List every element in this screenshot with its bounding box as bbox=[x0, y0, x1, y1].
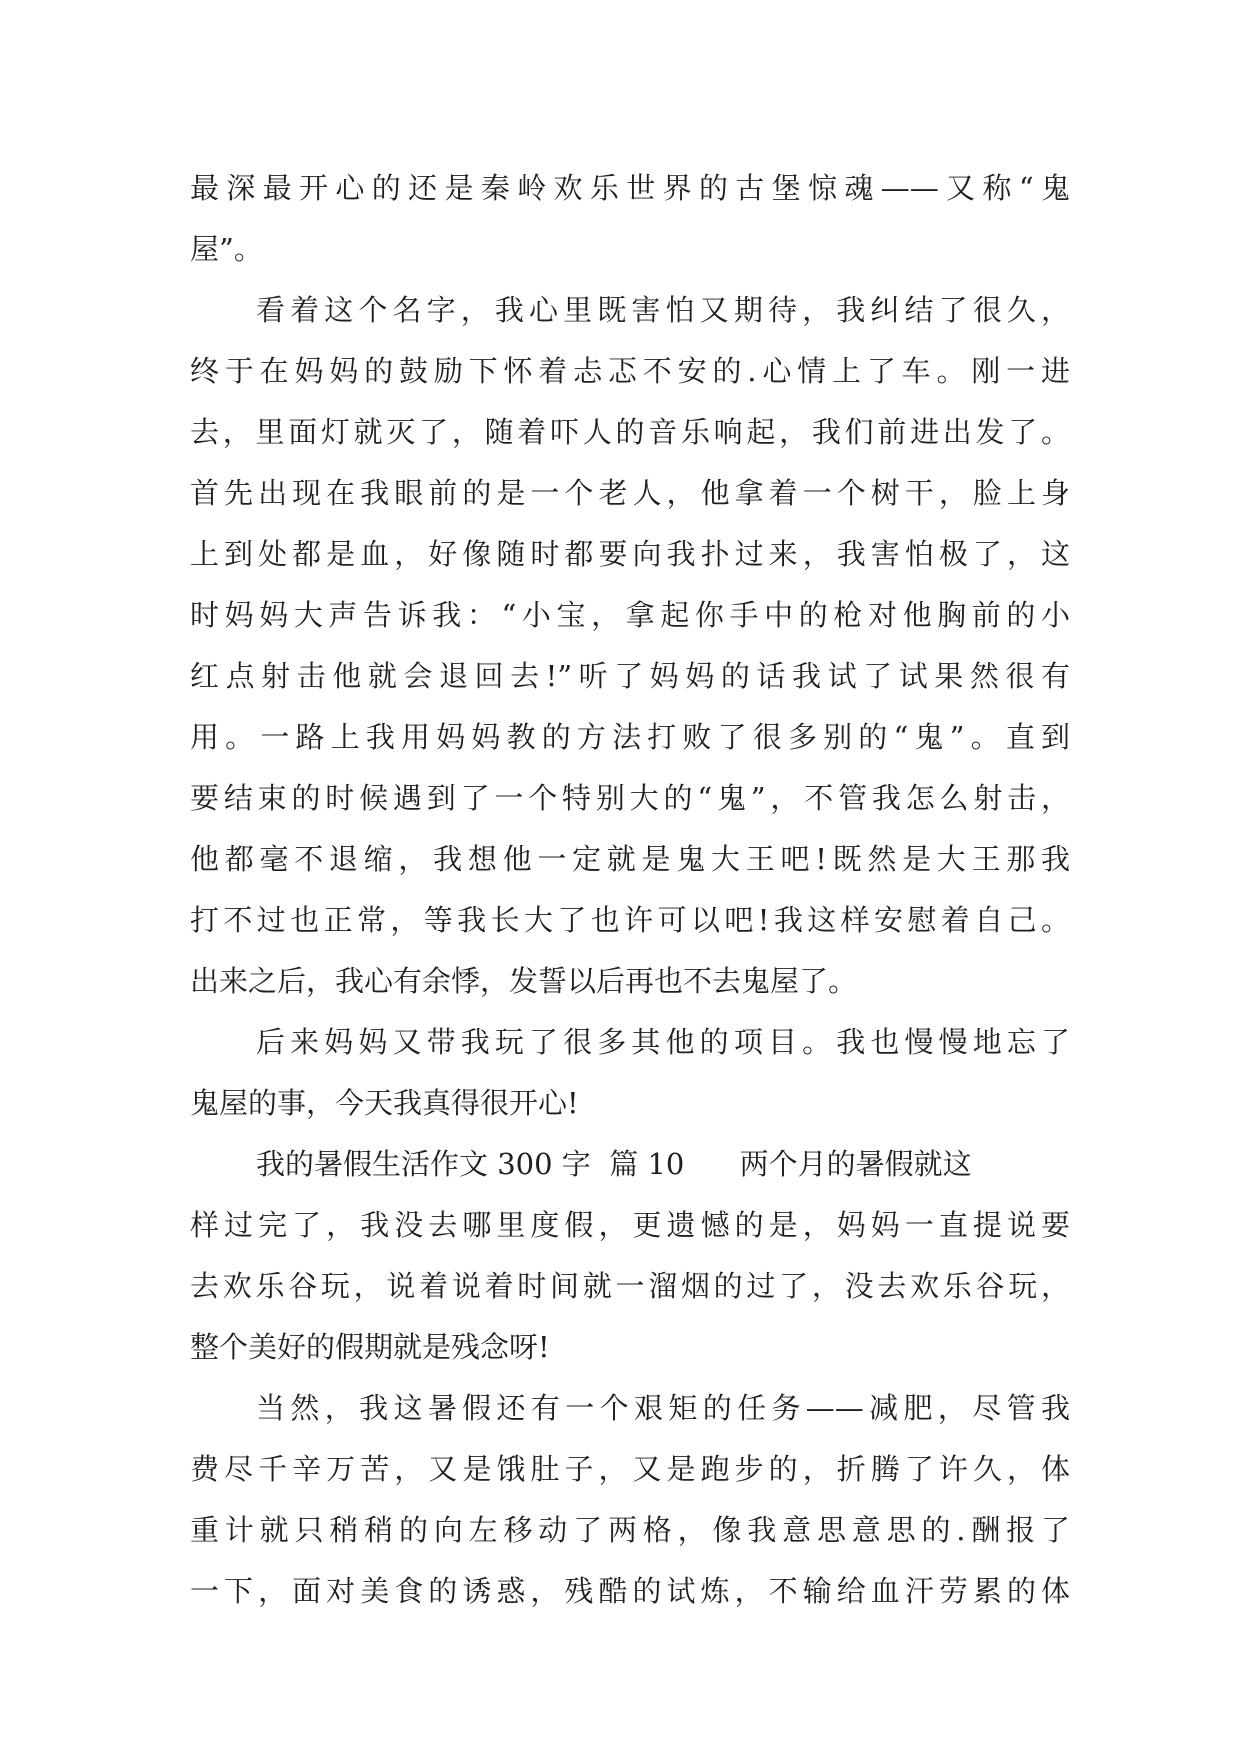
text-line: 首先出现在我眼前的是一个老人，他拿着一个树干，脸上身 bbox=[190, 476, 1070, 510]
section-heading-line: 我的暑假生活作文 300 字 篇 10 两个月的暑假就这 bbox=[256, 1147, 972, 1181]
text-line: 时妈妈大声告诉我：“小宝，拿起你手中的枪对他胸前的小 bbox=[190, 598, 1070, 632]
text-line: 去欢乐谷玩，说着说着时间就一溜烟的过了，没去欢乐谷玩， bbox=[190, 1269, 1070, 1303]
text-line: 要结束的时候遇到了一个特别大的“鬼”，不管我怎么射击， bbox=[190, 781, 1070, 815]
text-line: 他都毫不退缩，我想他一定就是鬼大王吧!既然是大王那我 bbox=[190, 842, 1070, 876]
text-line: 整个美好的假期就是残念呀! bbox=[190, 1330, 550, 1364]
text-line: 用。一路上我用妈妈教的方法打败了很多别的“鬼”。直到 bbox=[190, 720, 1070, 754]
text-line: 打不过也正常，等我长大了也许可以吧!我这样安慰着自己。 bbox=[190, 903, 1070, 937]
text-line: 费尽千辛万苦，又是饿肚子，又是跑步的，折腾了许久，体 bbox=[190, 1452, 1070, 1486]
text-line: 屋”。 bbox=[190, 232, 263, 266]
paragraph-first-line: 当然，我这暑假还有一个艰矩的任务——减肥，尽管我 bbox=[256, 1391, 1070, 1425]
text-line: 鬼屋的事，今天我真得很开心! bbox=[190, 1086, 579, 1120]
text-line: 红点射击他就会退回去!”听了妈妈的话我试了试果然很有 bbox=[190, 659, 1070, 693]
text-line: 一下，面对美食的诱惑，残酷的试炼，不输给血汗劳累的体 bbox=[190, 1574, 1070, 1608]
text-line: 出来之后，我心有余悸，发誓以后再也不去鬼屋了。 bbox=[190, 964, 858, 998]
body-text bbox=[190, 158, 1070, 1622]
text-line: 样过完了，我没去哪里度假，更遗憾的是，妈妈一直提说要 bbox=[190, 1208, 1070, 1242]
text-line: 终于在妈妈的鼓励下怀着忐忑不安的.心情上了车。刚一进 bbox=[190, 354, 1070, 388]
text-line: 重计就只稍稍的向左移动了两格，像我意思意思的.酬报了 bbox=[190, 1513, 1070, 1547]
text-line: 最深最开心的还是秦岭欢乐世界的古堡惊魂——又称“鬼 bbox=[190, 171, 1070, 205]
text-line: 上到处都是血，好像随时都要向我扑过来，我害怕极了，这 bbox=[190, 537, 1070, 571]
paragraph-first-line: 后来妈妈又带我玩了很多其他的项目。我也慢慢地忘了 bbox=[256, 1025, 1070, 1059]
paragraph-first-line: 看着这个名字，我心里既害怕又期待，我纠结了很久， bbox=[256, 293, 1070, 327]
text-line: 去，里面灯就灭了，随着吓人的音乐响起，我们前进出发了。 bbox=[190, 415, 1070, 449]
